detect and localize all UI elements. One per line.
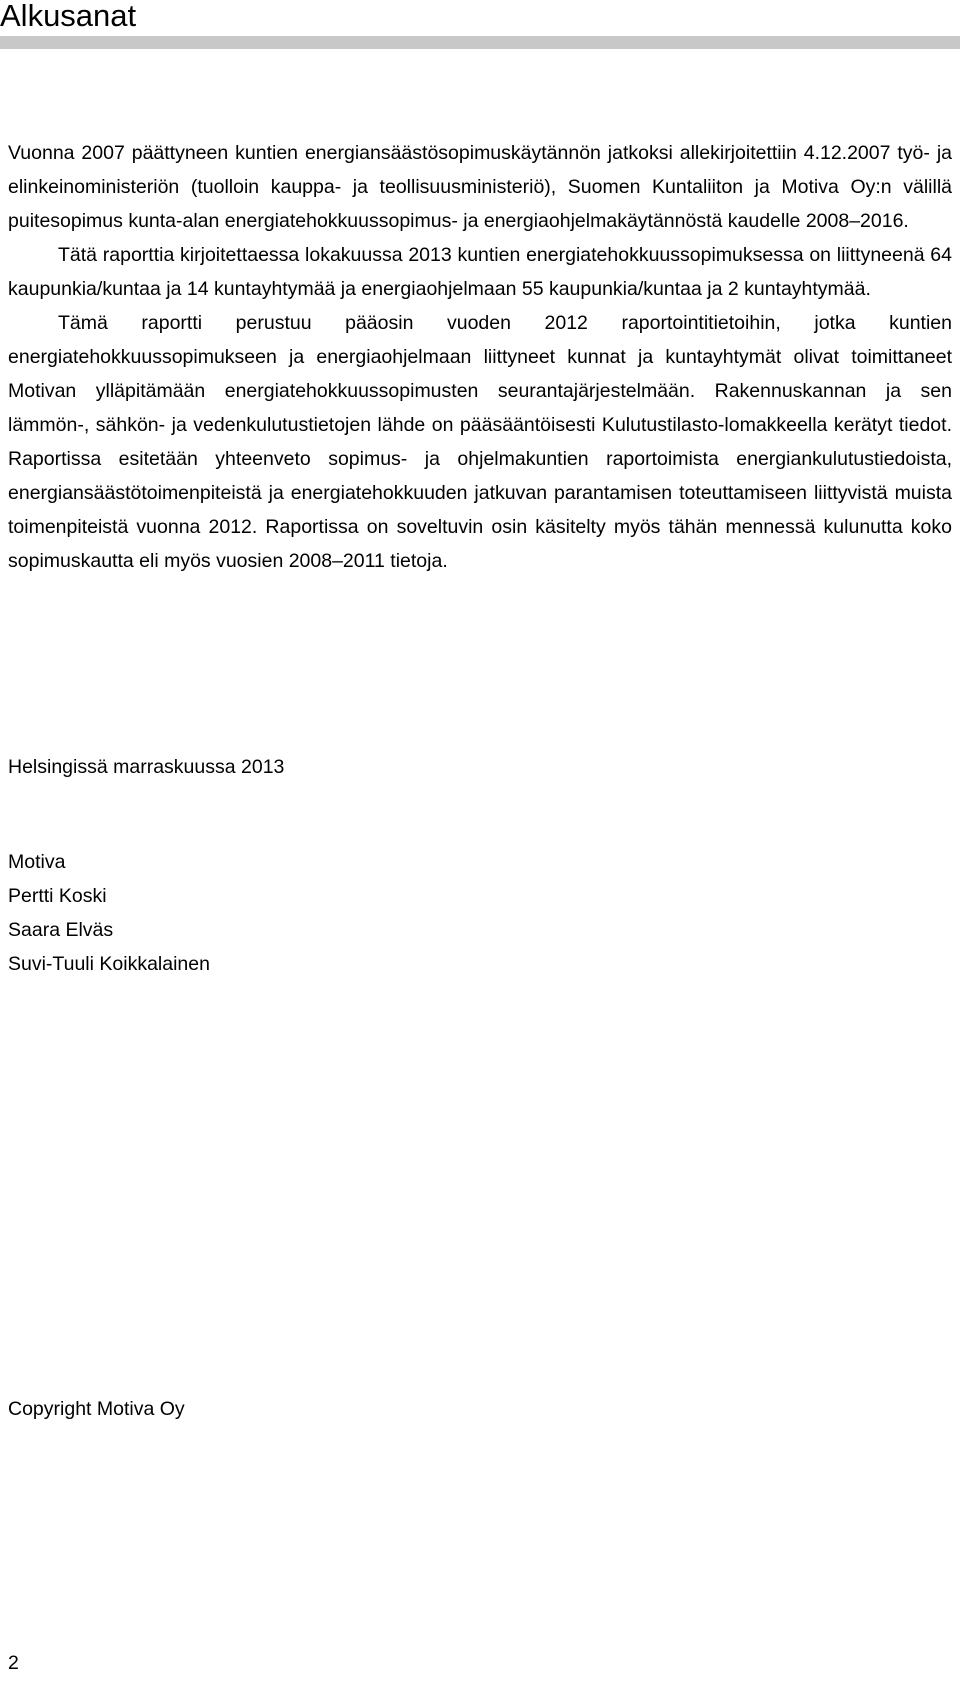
copyright-notice: Copyright Motiva Oy: [8, 1398, 185, 1420]
signature-name: Pertti Koski: [8, 885, 107, 907]
paragraph-intro: Vuonna 2007 päättyneen kuntien energiansäästösopimuskäytännön jatkoksi allekirjoitettiin 4.12.2007 työ- ja elinkeinoministeriön (tuolloin kauppa- ja teollisuusministeriö), Suomen Kuntaliiton ja Motiva Oy:n välillä puitesopimus kunta-alan energiatehokkuussopimus- ja energiaohjelmakäytännöstä kaudelle 2008–2016.: [8, 142, 952, 232]
body-text: [8, 136, 952, 578]
paragraph-report-basis: Tämä raportti perustuu pääosin vuoden 2012 raportointitietoihin, jotka kuntien energiatehokkuussopimukseen ja energiaohjelmaan liittyneet kunnat ja kuntayhtymät olivat toimittaneet Motivan ylläpitämään energiatehokkuussopimusten seurantajärjestelmään. Rakennuskannan ja sen lämmön-, sähkön- ja vedenkulutustietojen lähde on pääsääntöisesti Kulutustilasto-lomakkeella kerätyt tiedot. Raportissa esitetään yhteenveto sopimus- ja ohjelmakuntien raportoimista energiankulutustiedoista, energiansäästötoimenpiteistä ja energiatehokkuuden jatkuvan parantamisen toteuttamiseen liittyvistä muista toimenpiteistä vuonna 2012. Raportissa on soveltuvin osin käsitelty myös tähän mennessä kulunutta koko sopimuskautta eli myös vuosien 2008–2011 tietoja.: [8, 312, 952, 572]
page-title: Alkusanat: [0, 0, 137, 33]
page-number: 2: [8, 1652, 19, 1674]
place-date: Helsingissä marraskuussa 2013: [8, 756, 285, 778]
title-underline-bar: [0, 36, 960, 49]
signature-name: Suvi-Tuuli Koikkalainen: [8, 953, 210, 975]
signature-block: [8, 845, 210, 981]
paragraph-membership: Tätä raporttia kirjoitettaessa lokakuussa 2013 kuntien energiatehokkuussopimuksessa on liittyneenä 64 kaupunkia/kuntaa ja 14 kuntayhtymää ja energiaohjelmaan 55 kaupunkia/kuntaa ja 2 kuntayhtymää.: [8, 244, 952, 300]
signature-organization: Motiva: [8, 851, 66, 873]
signature-name: Saara Elväs: [8, 919, 114, 941]
